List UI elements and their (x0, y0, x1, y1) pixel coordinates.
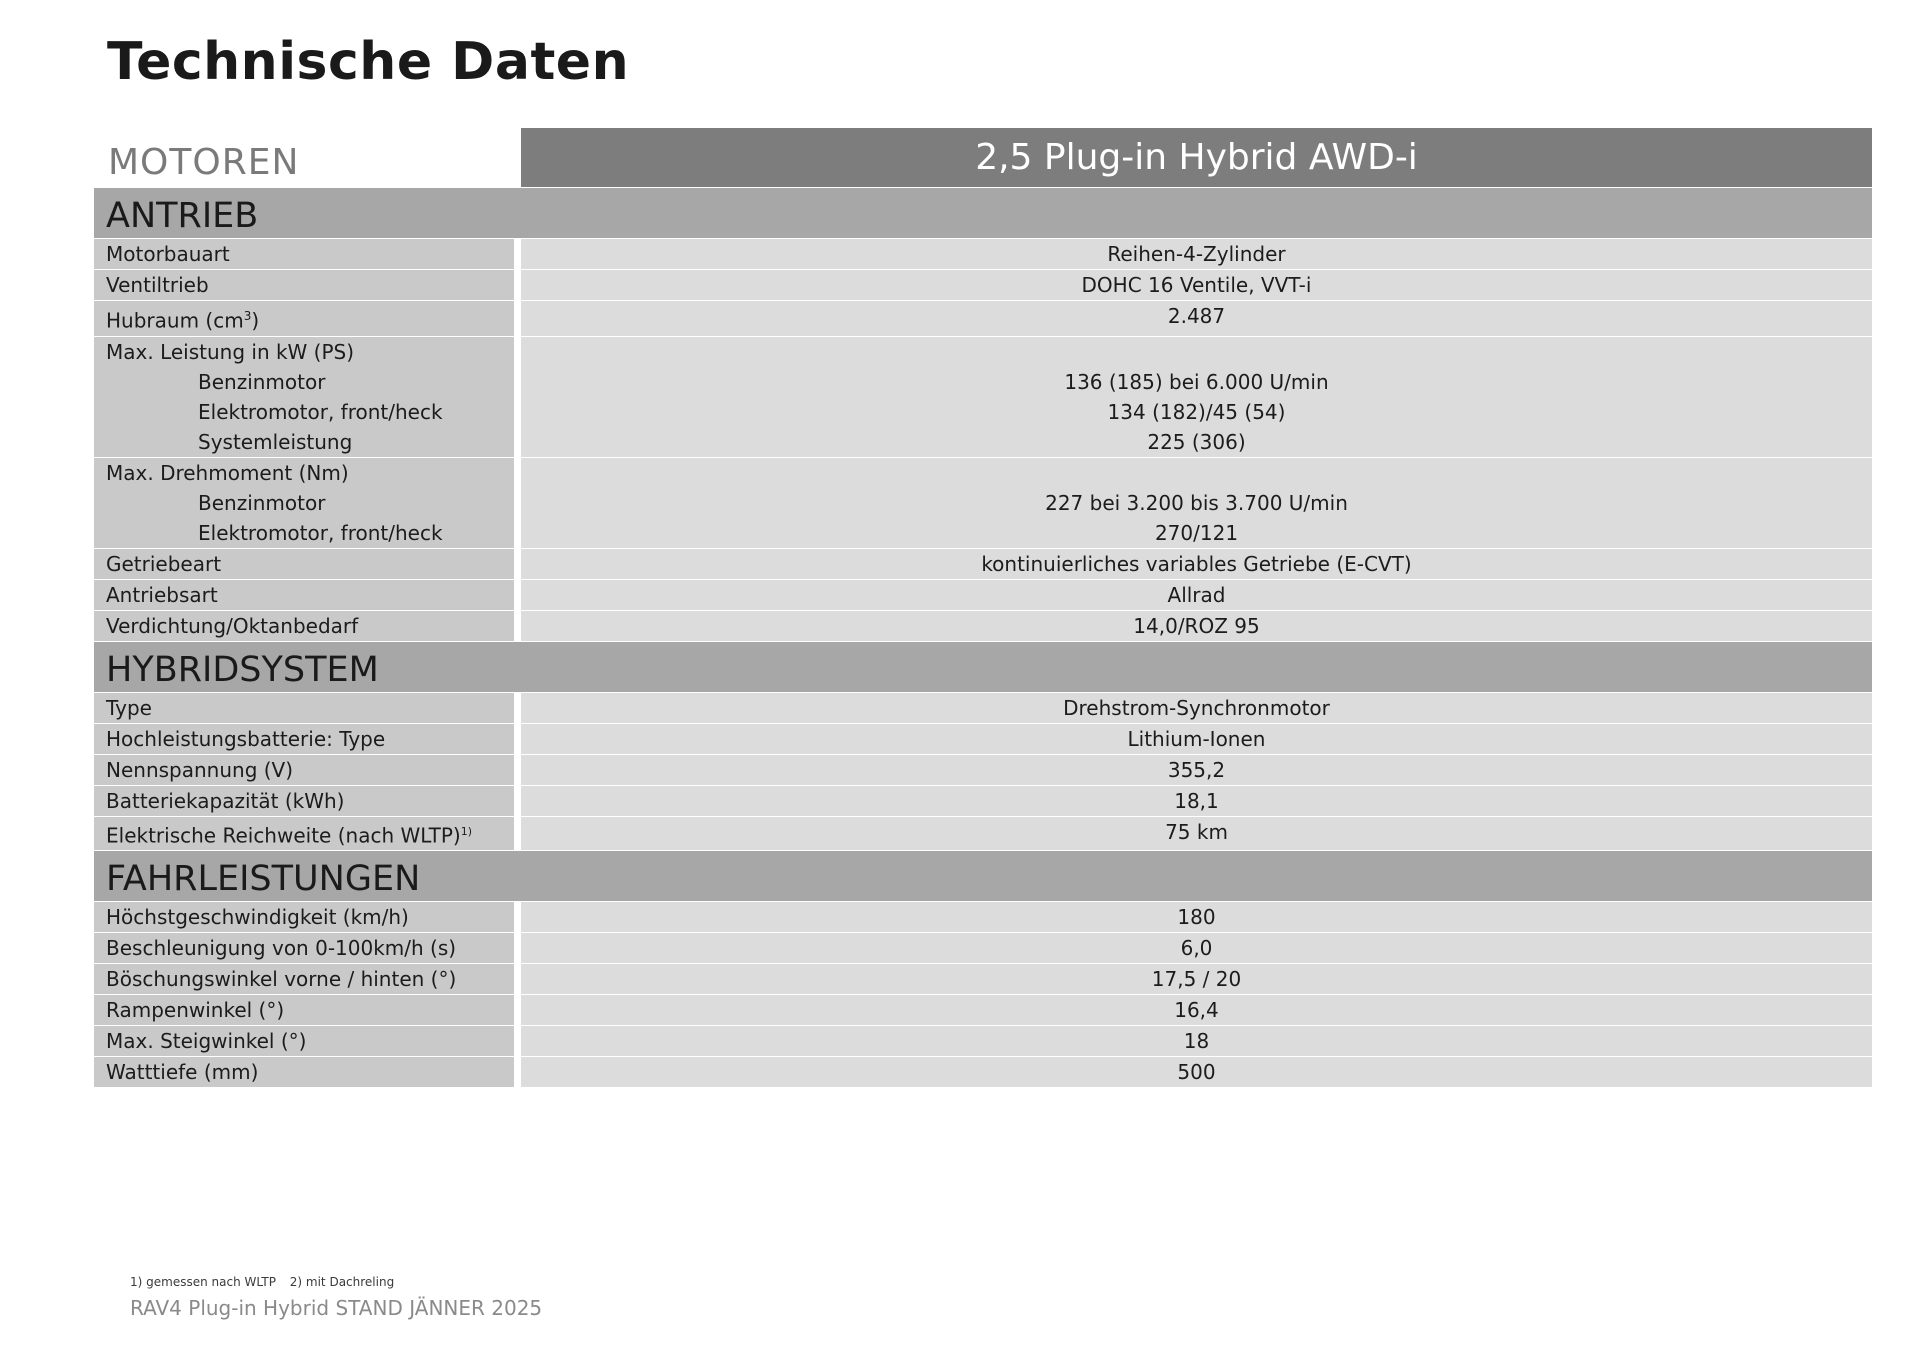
row-label: Böschungswinkel vorne / hinten (°) (94, 964, 514, 994)
row-sublabel: Benzinmotor (198, 490, 326, 515)
row-label: Watttiefe (mm) (94, 1057, 514, 1087)
row-value: 500 (521, 1057, 1872, 1087)
table-row (94, 549, 1872, 579)
row-sublabel: Benzinmotor (198, 369, 326, 394)
row-value: 180 (521, 902, 1872, 932)
row-value-group (521, 458, 1872, 548)
table-header (94, 128, 1872, 187)
table-row (94, 580, 1872, 610)
section-fahrleistungen: FAHRLEISTUNGEN (94, 851, 1872, 901)
section-hybridsystem: HYBRIDSYSTEM (94, 642, 1872, 692)
row-value: 355,2 (521, 755, 1872, 785)
row-value: 17,5 / 20 (521, 964, 1872, 994)
row-label: Max. Drehmoment (Nm) (106, 460, 349, 485)
table-row-multi (94, 337, 1872, 457)
table-row (94, 902, 1872, 932)
page-title: Technische Daten (107, 32, 630, 92)
hubraum-label: Hubraum (cm (106, 308, 244, 333)
row-label-group (94, 337, 514, 457)
table-row (94, 611, 1872, 641)
row-label: Höchstgeschwindigkeit (km/h) (94, 902, 514, 932)
table-row-multi (94, 458, 1872, 548)
spec-table (94, 128, 1872, 1087)
hubraum-label-end: ) (251, 308, 260, 333)
footnote-marker: 1) (460, 824, 473, 838)
footnote-1: 1) gemessen nach WLTP (130, 1275, 276, 1289)
row-label (94, 817, 514, 851)
row-sublabel: Systemleistung (198, 429, 353, 454)
row-value: DOHC 16 Ventile, VVT-i (521, 270, 1872, 300)
reichweite-label: Elektrische Reichweite (nach WLTP) (106, 823, 461, 848)
row-label: Nennspannung (V) (94, 755, 514, 785)
row-sublabel: Elektromotor, front/heck (198, 399, 443, 424)
footnotes (130, 1275, 394, 1289)
row-value: 136 (185) bei 6.000 U/min (1064, 369, 1329, 394)
table-row (94, 995, 1872, 1025)
row-value: 14,0/ROZ 95 (521, 611, 1872, 641)
row-value: 18 (521, 1026, 1872, 1056)
row-label-group (94, 458, 514, 548)
row-value: 134 (182)/45 (54) (1107, 399, 1286, 424)
table-row (94, 755, 1872, 785)
row-value: Allrad (521, 580, 1872, 610)
row-label: Rampenwinkel (°) (94, 995, 514, 1025)
table-row (94, 1057, 1872, 1087)
row-label: Beschleunigung von 0-100km/h (s) (94, 933, 514, 963)
row-value: 227 bei 3.200 bis 3.700 U/min (1045, 490, 1348, 515)
table-row (94, 786, 1872, 816)
footer-title: RAV4 Plug-in Hybrid STAND JÄNNER 2025 (130, 1296, 543, 1320)
section-antrieb: ANTRIEB (94, 188, 1872, 238)
footnote-2: 2) mit Dachreling (289, 1275, 395, 1289)
table-row (94, 270, 1872, 300)
row-sublabel: Elektromotor, front/heck (198, 520, 443, 545)
row-value: kontinuierliches variables Getriebe (E-CVT) (521, 549, 1872, 579)
table-row (94, 239, 1872, 269)
table-row (94, 724, 1872, 754)
row-label: Max. Steigwinkel (°) (94, 1026, 514, 1056)
row-label: Verdichtung/Oktanbedarf (94, 611, 514, 641)
table-row (94, 1026, 1872, 1056)
row-value-group (521, 337, 1872, 457)
row-label: Antriebsart (94, 580, 514, 610)
row-label: Motorbauart (94, 239, 514, 269)
row-label: Getriebeart (94, 549, 514, 579)
table-row (94, 964, 1872, 994)
row-label: Hochleistungsbatterie: Type (94, 724, 514, 754)
row-value: 75 km (521, 817, 1872, 851)
row-value: 16,4 (521, 995, 1872, 1025)
table-row (94, 693, 1872, 723)
row-label: Type (94, 693, 514, 723)
motoren-label: MOTOREN (108, 142, 300, 183)
row-label: Batteriekapazität (kWh) (94, 786, 514, 816)
row-value: 2.487 (521, 301, 1872, 336)
row-value: Drehstrom-Synchronmotor (521, 693, 1872, 723)
row-label: Ventiltrieb (94, 270, 514, 300)
row-value: Reihen-4-Zylinder (521, 239, 1872, 269)
table-row (94, 301, 1872, 336)
table-row (94, 933, 1872, 963)
row-value: 225 (306) (1147, 429, 1246, 454)
row-value: 6,0 (521, 933, 1872, 963)
superscript: 3 (243, 309, 252, 323)
row-value: 18,1 (521, 786, 1872, 816)
row-value: Lithium-Ionen (521, 724, 1872, 754)
engine-column-header: 2,5 Plug-in Hybrid AWD-i (521, 128, 1872, 187)
row-label (94, 301, 514, 336)
table-row (94, 817, 1872, 851)
row-value: 270/121 (1154, 520, 1239, 545)
row-label: Max. Leistung in kW (PS) (106, 339, 355, 364)
